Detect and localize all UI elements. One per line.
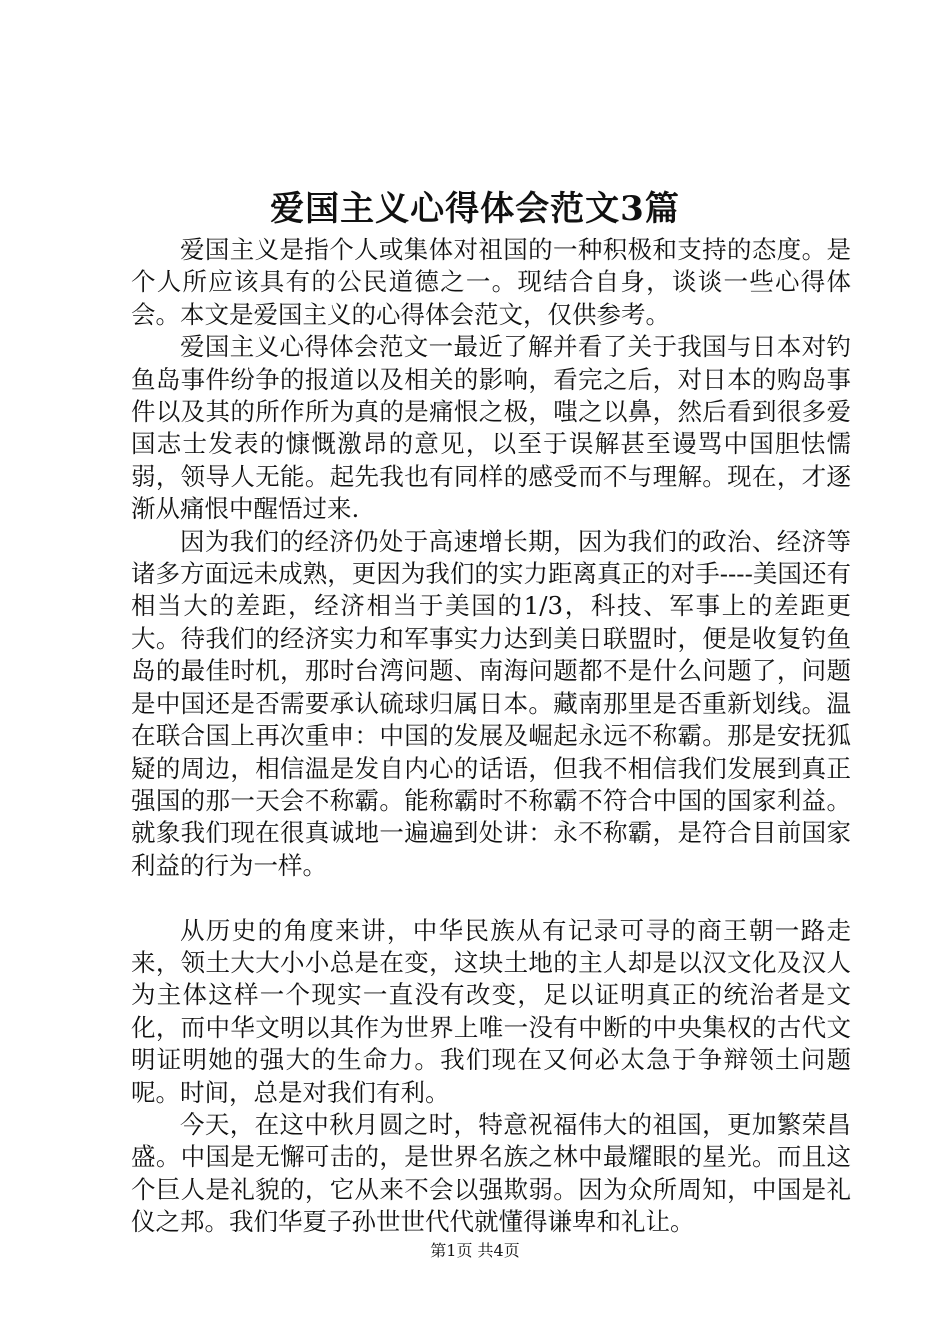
- paragraph-history: 从历史的角度来讲，中华民族从有记录可寻的商王朝一路走来，领土大大小小总是在变，这块土地的主人却是以汉文化及汉人为主体这样一个现实一直没有改变，足以证明真正的统治者是文化，而中华文明以其作为世界上唯一没有中断的中央集权的古代文明证明她的强大的生命力。我们现在又何必太急于争辩领土问题呢。时间，总是对我们有利。: [131, 915, 851, 1107]
- paragraph-economy: 因为我们的经济仍处于高速增长期，因为我们的政治、经济等诸多方面远未成熟，更因为我们的实力距离真正的对手----美国还有相当大的差距，经济相当于美国的1/3，科技、军事上的差距更大。待我们的经济实力和军事实力达到美日联盟时，便是收复钓鱼岛的最佳时机，那时台湾问题、南海问题都不是什么问题了，问题是中国还是否需要承认硫球归属日本。藏南那里是否重新划线。温在联合国上再次重申：中国的发展及崛起永远不称霸。那是安抚狐疑的周边，相信温是发自内心的话语，但我不相信我们发展到真正强国的那一天会不称霸。能称霸时不称霸不符合中国的国家利益。就象我们现在很真诚地一遍遍到处讲：永不称霸，是符合目前国家利益的行为一样。: [131, 526, 851, 880]
- paragraph-mid-autumn: 今天，在这中秋月圆之时，特意祝福伟大的祖国，更加繁荣昌盛。中国是无懈可击的，是世界名族之林中最耀眼的星光。而且这个巨人是礼貌的，它从来不会以强欺弱。因为众所周知，中国是礼仪之邦。我们华夏子孙世世代代就懂得谦卑和礼让。: [131, 1109, 851, 1237]
- document-body: [131, 234, 851, 1239]
- page-number: 第1页 共4页: [430, 1241, 520, 1260]
- paragraph-essay-one-opening: 爱国主义心得体会范文一最近了解并看了关于我国与日本对钓鱼岛事件纷争的报道以及相关的影响，看完之后，对日本的购岛事件以及其的所作所为真的是痛恨之极，嗤之以鼻，然后看到很多爱国志士发表的慷慨激昂的意见，以至于误解甚至谩骂中国胆怯懦弱，领导人无能。起先我也有同样的感受而不与理解。现在，才逐渐从痛恨中醒悟过来.: [131, 332, 851, 524]
- document-title: 爱国主义心得体会范文3篇: [270, 189, 680, 229]
- paragraph-intro: 爱国主义是指个人或集体对祖国的一种积极和支持的态度。是个人所应该具有的公民道德之一。现结合自身，谈谈一些心得体会。本文是爱国主义的心得体会范文，仅供参考。: [131, 235, 851, 329]
- paragraph-spacer: [131, 882, 851, 914]
